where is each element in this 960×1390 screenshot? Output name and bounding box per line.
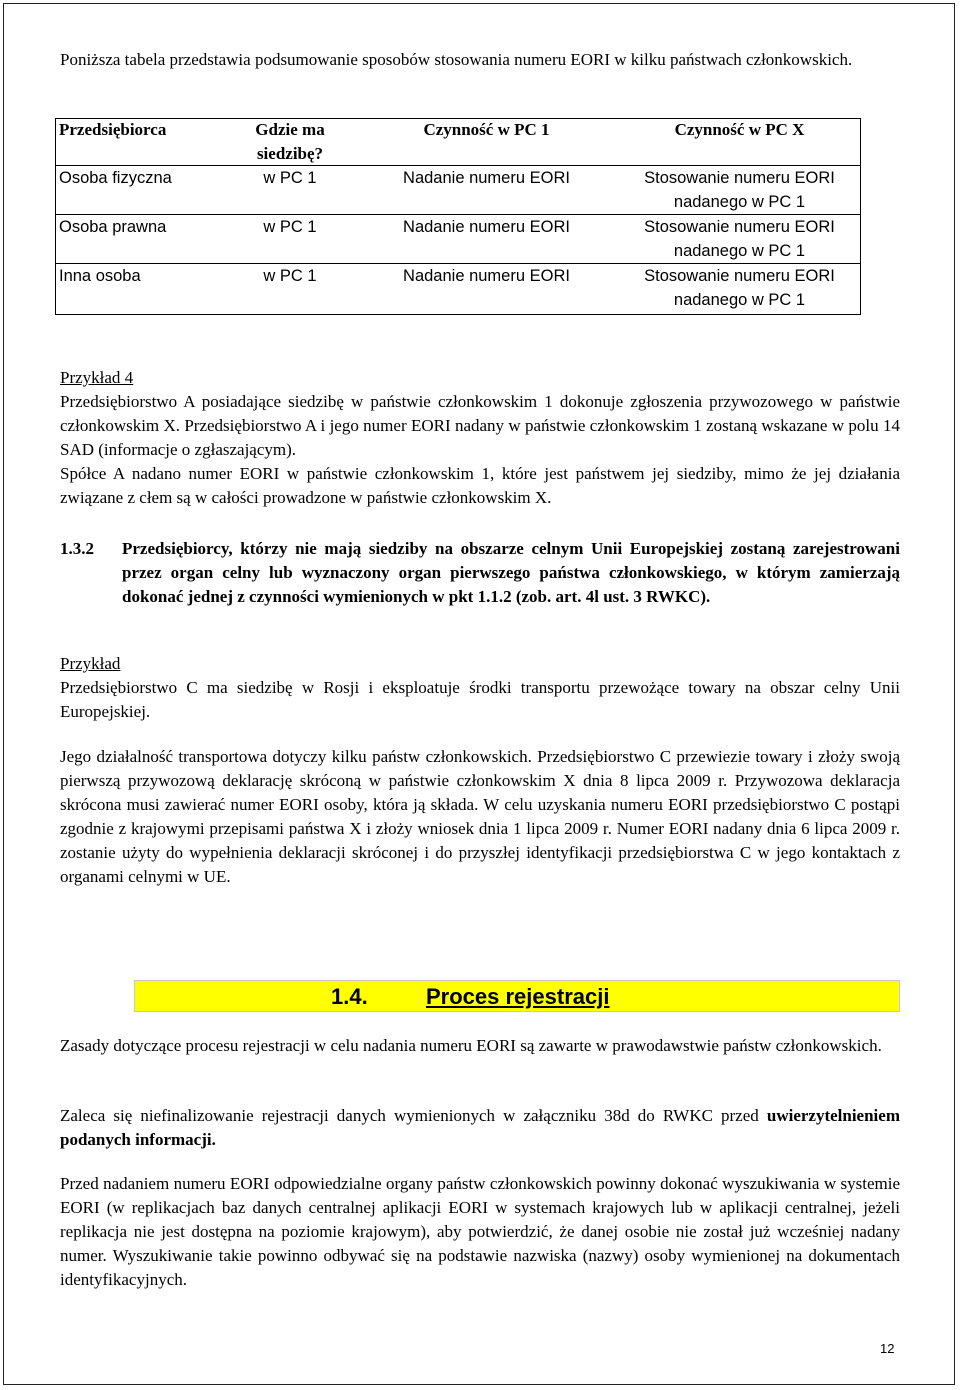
- example4-paragraph-2: Spółce A nadano numer EORI w państwie członkowskim 1, które jest państwem jej siedziby, mimo że jej działania związane z cłem są w całości prowadzone w państwie członkowskim X.: [60, 464, 900, 507]
- table-border-bottom: [55, 314, 861, 315]
- section-number: 1.4.: [331, 984, 368, 1009]
- table-cell: Stosowanie numeru EORI nadanego w PC 1: [644, 169, 835, 211]
- table-cell: Inna osoba: [59, 267, 141, 285]
- table-rule: [55, 165, 861, 166]
- table-cell: Osoba fizyczna: [59, 169, 172, 187]
- recommendation-text: Zaleca się niefinalizowanie rejestracji danych wymienionych w załączniku 38d do RWKC przed: [60, 1106, 767, 1125]
- table-cell: Stosowanie numeru EORI nadanego w PC 1: [644, 218, 835, 260]
- table-cell: w PC 1: [263, 218, 317, 236]
- table-cell: Stosowanie numeru EORI nadanego w PC 1: [644, 267, 835, 309]
- paragraph-search-eori: Przed nadaniem numeru EORI odpowiedzialne organy państw członkowskich powinny dokonać wyszukiwania w systemie EORI (w replikacjach baz danych centralnej aplikacji EORI w systemach krajowych lub w aplikacji centralnej, jeżeli replikacja nie jest dostępna na poziomie krajowym), aby potwierdzić, że danej osobie nie został już wcześniej nadany numer. Wyszukiwanie takie powinno odbywać się na podstawie nazwiska (nazwy) osoby wymienionej na dokumentach identyfikacyjnych.: [60, 1174, 900, 1289]
- table-row: [55, 166, 861, 215]
- section-heading: Przedsiębiorcy, którzy nie mają siedziby na obszarze celnym Unii Europejskiej zostaną zarejestrowani przez organ celny lub wyznaczony organ pierwszego państwa członkowskiego, w którym zamierzają dokonać jednej z czynności wymienionych w pkt 1.1.2 (zob. art. 4l ust. 3 RWKC).: [122, 539, 900, 606]
- table-row: [55, 264, 861, 315]
- section-title: Proces rejestracji: [426, 984, 610, 1009]
- table-cell: w PC 1: [263, 267, 317, 285]
- table-border-left: [55, 118, 56, 315]
- table-header-row: [55, 118, 861, 166]
- table-cell: Osoba prawna: [59, 218, 167, 236]
- table-rule: [55, 263, 861, 264]
- paragraph-registration-rules: Zasady dotyczące procesu rejestracji w celu nadania numeru EORI są zawarte w prawodawstwie państw członkowskich.: [60, 1036, 882, 1055]
- table-cell: Nadanie numeru EORI: [403, 218, 570, 236]
- section-number: 1.3.2: [60, 539, 94, 558]
- section-1-4-banner: [134, 980, 900, 1012]
- table-header-cell: Czynność w PC X: [674, 120, 805, 139]
- example4-title: Przykład 4: [60, 368, 134, 387]
- table-cell: Nadanie numeru EORI: [403, 267, 570, 285]
- table-border-top: [55, 118, 861, 119]
- intro-paragraph: Poniższa tabela przedstawia podsumowanie sposobów stosowania numeru EORI w kilku państwach członkowskich.: [60, 50, 853, 69]
- table-border-right: [860, 118, 861, 315]
- table-header-cell: Czynność w PC 1: [423, 120, 550, 139]
- table-header-cell: Przedsiębiorca: [59, 120, 167, 139]
- example-paragraph-1: Przedsiębiorstwo C ma siedzibę w Rosji i eksploatuje środki transportu przewożące towary na obszar celny Unii Europejskiej.: [60, 678, 900, 721]
- example-paragraph-2: Jego działalność transportowa dotyczy kilku państw członkowskich. Przedsiębiorstwo C przewiezie towary i złoży swoją pierwszą przywozową deklarację skróconą w państwie członkowskim X dnia 8 lipca 2009 r. Przywozowa deklaracja skrócona musi zawierać numer EORI osoby, która ją składa. W celu uzyskania numeru EORI przedsiębiorstwo C postąpi zgodnie z krajowymi przepisami państwa X i złoży wniosek dnia 1 lipca 2009 r. Numer EORI nadany dnia 6 lipca 2009 r. zostanie użyty do wypełnienia deklaracji skróconej i do przyszłej identyfikacji przedsiębiorstwa C w jego kontaktach z organami celnymi w UE.: [60, 747, 900, 886]
- page-number: 12: [880, 1341, 895, 1356]
- table-cell: w PC 1: [263, 169, 317, 187]
- recommendation-bold-text: uwierzytelnieniem podanych informacji.: [60, 1106, 900, 1149]
- table-cell: Nadanie numeru EORI: [403, 169, 570, 187]
- example-title: Przykład: [60, 654, 121, 673]
- paragraph-recommendation: [60, 1104, 900, 1152]
- table-rule: [55, 214, 861, 215]
- example4-paragraph-1: Przedsiębiorstwo A posiadające siedzibę w państwie członkowskim 1 dokonuje zgłoszenia przywozowego w państwie członkowskim X. Przedsiębiorstwo A i jego numer EORI nadany w państwie członkowskim 1 zostaną wskazane w polu 14 SAD (informacje o zgłaszającym).: [60, 392, 900, 459]
- table-header-cell: Gdzie ma siedzibę?: [255, 120, 325, 163]
- eori-summary-table: [55, 118, 861, 315]
- table-row: [55, 215, 861, 264]
